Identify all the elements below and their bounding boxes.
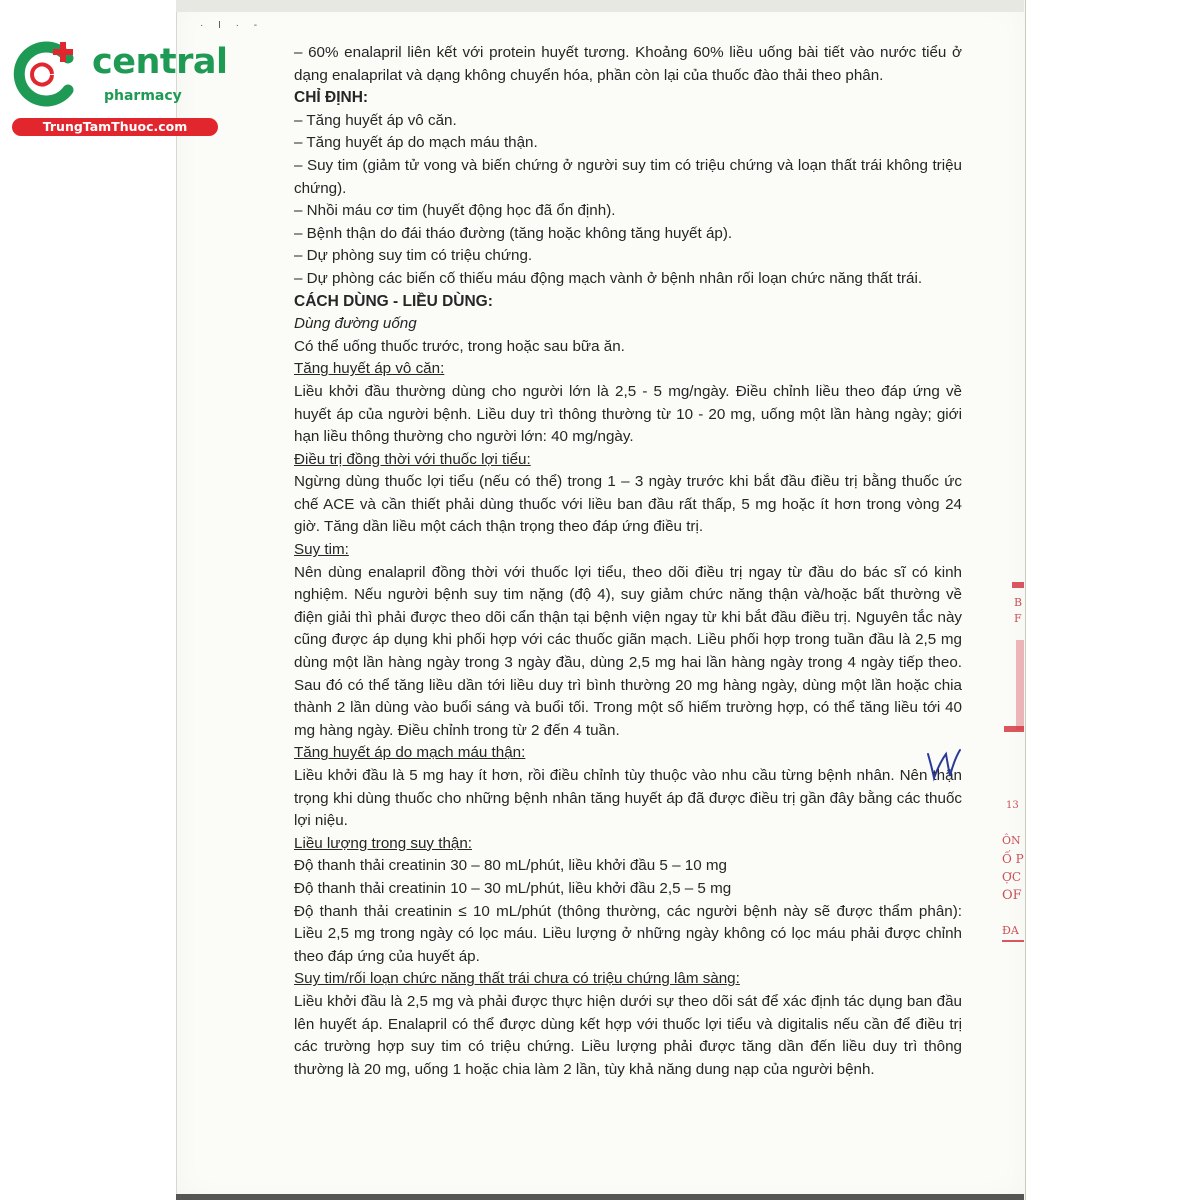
stamp-fragment-line xyxy=(1016,640,1024,730)
central-pharmacy-logo[interactable] xyxy=(10,38,228,138)
stamp-text: B xyxy=(1014,596,1023,609)
section-line: Độ thanh thải creatinin 10 – 30 mL/phút, liều khởi đầu 2,5 – 5 mg xyxy=(294,879,732,897)
logo-subtitle: pharmacy xyxy=(104,88,182,104)
timing-text: Có thể uống thuốc trước, trong hoặc sau bữa ăn. xyxy=(294,337,625,355)
stamp-text: OF xyxy=(1002,888,1022,903)
section-line: Độ thanh thải creatinin ≤ 10 mL/phút (thông thường, các người bệnh này sẽ được thẩm phân): Liều 2,5 mg trong ngày có lọc máu. Liều lượng ở những ngày không có lọc máu phải được chỉnh theo đáp ứng của huyết áp. xyxy=(294,902,962,965)
section-heading: Điều trị đồng thời với thuốc lợi tiểu: xyxy=(294,450,531,468)
stamp-text: F xyxy=(1014,612,1022,625)
stamp-fragment-underline xyxy=(1002,940,1024,942)
stamp-fragment-top xyxy=(1012,582,1024,588)
section-heading: Liều lượng trong suy thận: xyxy=(294,834,473,852)
stamp-text: ĐA xyxy=(1002,924,1019,937)
document-text xyxy=(294,42,962,1081)
section-paragraph: Liều khởi đầu thường dùng cho người lớn là 2,5 - 5 mg/ngày. Điều chỉnh liều theo đáp ứng về huyết áp của người bệnh. Liều duy trì thông thường từ 10 - 20 mg, uống một lần hàng ngày; giới hạn liều thông thường cho người lớn: 40 mg/ngày. xyxy=(294,382,962,446)
indication-item: – Bệnh thận do đái tháo đường (tăng hoặc không tăng huyết áp). xyxy=(294,224,733,242)
indications-heading: CHỈ ĐỊNH: xyxy=(294,89,369,107)
indication-item: – Tăng huyết áp vô căn. xyxy=(294,111,457,129)
stamp-text: 13 xyxy=(1006,800,1019,811)
route-text: Dùng đường uống xyxy=(294,315,417,333)
stamp-text: Ố P xyxy=(1002,852,1024,866)
top-scan-marks: · I · - xyxy=(200,20,264,31)
indication-item: – Dự phòng các biến cố thiếu máu động mạch vành ở bệnh nhân rối loạn chức năng thất trái. xyxy=(294,269,923,287)
indication-item: – Tăng huyết áp do mạch máu thận. xyxy=(294,134,538,152)
section-heading: Tăng huyết áp vô căn: xyxy=(294,360,445,378)
handwritten-check-icon xyxy=(924,746,964,782)
stamp-text: ỢC xyxy=(1002,870,1022,884)
section-heading: Suy tim: xyxy=(294,541,349,559)
section-paragraph: Liều khởi đầu là 2,5 mg và phải được thực hiện dưới sự theo dõi sát để xác định tác dụng ban đầu lên huyết áp. Enalapril có thể được dùng kết hợp với thuốc lợi tiểu và digitalis nếu cần để điều trị các trường hợp suy tim có triệu chứng. Liều lượng phải được tăng dần đến liều duy trì thông thường là 20 mg, uống 1 hoặc chia làm 2 lần, tùy khả năng dung nạp của người bệnh. xyxy=(294,992,962,1078)
indication-item: – Suy tim (giảm tử vong và biến chứng ở người suy tim có triệu chứng và loạn thất trái không triệu chứng). xyxy=(294,156,962,197)
pharmacy-cross-icon xyxy=(10,38,82,110)
stamp-text: ÔN xyxy=(1002,834,1021,847)
section-paragraph: Nên dùng enalapril đồng thời với thuốc lợi tiểu, theo dõi điều trị ngay từ đầu do bác sĩ có kinh nghiệm. Nếu người bệnh suy tim nặng (độ 4), suy giảm chức năng thận và/hoặc bất thường về điện giải thì phải được theo dõi cẩn thận tại bệnh viện ngay từ khi bắt đầu điều trị. Nguyên tắc này cũng được áp dụng khi phối hợp với các thuốc giãn mạch. Liều phối hợp trong tuần đầu là 2,5 mg dùng một lần hàng ngày trong 3 ngày đầu, dùng 2,5 mg hai lần hàng ngày trong 4 ngày tiếp theo. Sau đó có thể tăng liều dần tới liều duy trì bình thường 20 mg hàng ngày, dùng một lần hoặc chia thành 2 lần dùng vào buổi sáng và buổi tối. Trong một số hiếm trường hợp, có thể tăng liều tới 40 mg hàng ngày. Điều chỉnh trong từ 2 đến 4 tuần. xyxy=(294,563,962,739)
dosage-heading: CÁCH DÙNG - LIỀU DÙNG: xyxy=(294,292,493,310)
indication-item: – Dự phòng suy tim có triệu chứng. xyxy=(294,247,533,265)
logo-site-banner: TrungTamThuoc.com xyxy=(12,118,218,136)
logo-name: central xyxy=(92,42,228,82)
page-top-edge xyxy=(176,0,1024,12)
page-bottom-edge xyxy=(176,1194,1024,1200)
intro-paragraph: – 60% enalapril liên kết với protein huyết tương. Khoảng 60% liều uống bài tiết vào nước tiểu ở dạng enalaprilat và dạng không chuyển hóa, phần còn lại của thuốc đào thải theo phân. xyxy=(294,44,962,84)
indication-item: – Nhồi máu cơ tim (huyết động học đã ổn định). xyxy=(294,202,616,220)
section-paragraph: Liều khởi đầu là 5 mg hay ít hơn, rồi điều chỉnh tùy thuộc vào nhu cầu từng bệnh nhân. Nên thận trọng khi dùng thuốc cho những bệnh nhân tăng huyết áp đã được điều trị gần đây bằng các thuốc lợi niệu. xyxy=(294,767,962,830)
section-line: Độ thanh thải creatinin 30 – 80 mL/phút, liều khởi đầu 5 – 10 mg xyxy=(294,857,727,875)
section-heading: Suy tim/rối loạn chức năng thất trái chưa có triệu chứng lâm sàng: xyxy=(294,970,740,988)
section-heading: Tăng huyết áp do mạch máu thận: xyxy=(294,744,526,762)
section-paragraph: Ngừng dùng thuốc lợi tiểu (nếu có thể) trong 1 – 3 ngày trước khi bắt đầu điều trị bằng thuốc ức chế ACE và cần thiết phải dùng thuốc với liều ban đầu rất thấp, 5 mg hoặc ít hơn trong vòng 24 giờ. Tăng dần liều một cách thận trọng theo đáp ứng điều trị. xyxy=(294,473,962,536)
stamp-fragment-bottom xyxy=(1004,726,1024,732)
